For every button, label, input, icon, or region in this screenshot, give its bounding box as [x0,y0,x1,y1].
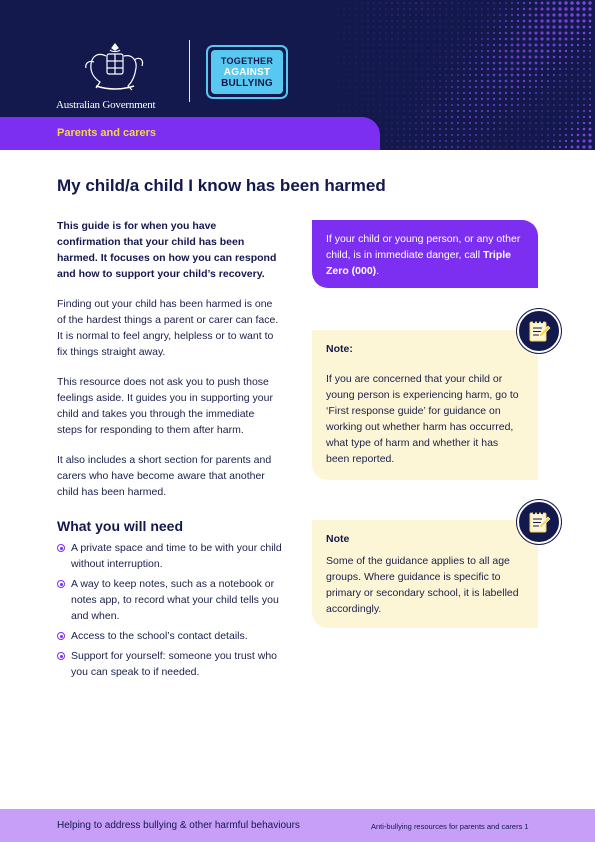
bullet-icon [57,632,65,640]
section-band [0,117,380,150]
page-header [0,0,595,150]
list-item [57,540,282,572]
note-body: If you are concerned that your child or young person is experiencing harm, go to ‘First response guide’ for guidance on working out whether harm has occurred, what type of harm and whether it has been reported. [326,373,519,465]
needs-heading: What you will need [57,518,184,534]
page-title: My child/a child I know has been harmed [57,176,386,195]
note-body: Some of the guidance applies to all age groups. Where guidance is specific to primary or secondary school, it is labelled accordingly. [326,555,519,615]
government-name: Australian Government [56,99,156,111]
list-item [57,576,282,624]
lead-paragraph: This guide is for when you have confirmation that your child has been harmed. It focuses on how you can respond and how to support your child’s recovery. [57,220,277,280]
logo-divider [189,40,190,102]
bullet-icon [57,652,65,660]
paragraph-1: Finding out your child has been harmed is one of the hardest things a parent or carer can face. It is normal to feel angry, helpless or to want to fix things straight away. [57,298,279,358]
list-item-text: Support for yourself: someone you trust who you can speak to if needed. [71,650,278,678]
list-item-text: A private space and time to be with your child without interruption. [71,542,282,570]
danger-text: If your child or young person, or any other child, is in immediate danger, call [326,233,521,261]
list-item [57,628,282,644]
footer-page-info: Anti-bullying resources for parents and carers 1 [371,822,529,831]
footer-tagline: Helping to address bullying & other harmful behaviours [57,820,300,831]
together-against-bullying-logo [206,45,288,99]
paragraph-3: It also includes a short section for parents and carers who have become aware that another child has been harmed. [57,454,272,498]
coat-of-arms-icon [82,42,148,92]
emergency-number: Triple Zero (000) [326,249,512,277]
list-item-text: Access to the school’s contact details. [71,630,248,642]
note-box-2 [312,520,538,628]
needs-list [57,540,282,680]
page-footer [0,809,595,842]
note-box-1 [312,330,538,480]
danger-text-end: . [376,265,380,277]
logo-line-3: BULLYING [221,77,273,89]
australian-government-logo [56,42,176,111]
paragraph-2: This resource does not ask you to push those feelings aside. It guides you in supporting your child and takes you through the immediate steps for responding to them after harm. [57,376,273,436]
notepad-icon [517,500,561,544]
list-item-text: A way to keep notes, such as a notebook or notes app, to record what your child tells you and when. [71,578,279,622]
logo-line-1: TOGETHER [220,55,274,66]
left-column [57,218,282,684]
note-title: Note: [326,343,353,355]
bullet-icon [57,544,65,552]
logo-line-2: AGAINST [223,66,271,78]
danger-callout [312,220,538,288]
notepad-icon [517,309,561,353]
section-label: Parents and carers [57,127,157,139]
list-item [57,648,282,680]
bullet-icon [57,580,65,588]
note-title: Note [326,533,350,545]
